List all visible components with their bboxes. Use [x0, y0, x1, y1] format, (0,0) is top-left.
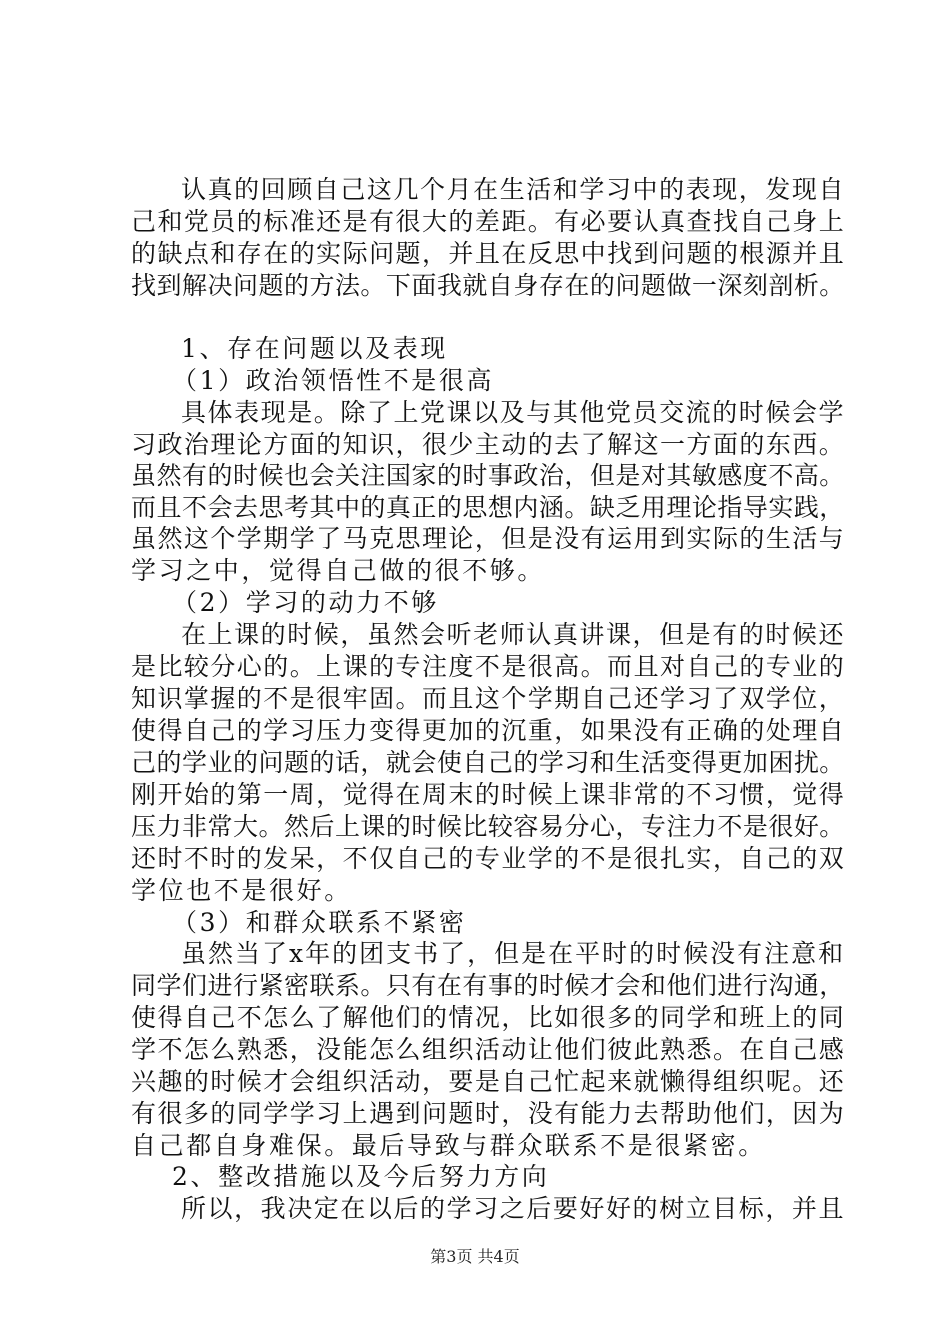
paragraph-line: 学不怎么熟悉，没能怎么组织活动让他们彼此熟悉。在自己感 — [131, 1035, 846, 1064]
paragraph-line: 己的学业的问题的话，就会使自己的学习和生活变得更加困扰。 — [131, 748, 845, 777]
paragraph-line: 学位也不是很好。 — [131, 876, 352, 905]
paragraph-line: 的缺点和存在的实际问题，并且在反思中找到问题的根源并且 — [131, 239, 846, 268]
paragraph-line: 还时不时的发呆，不仅自己的专业学的不是很扎实，自己的双 — [131, 844, 846, 873]
paragraph-line: 找到解决问题的方法。下面我就自身存在的问题做一深刻剖析。 — [131, 271, 845, 300]
paragraph-line: 是比较分心的。上课的专注度不是很高。而且对自己的专业的 — [131, 652, 846, 681]
subsection-heading: （3）和群众联系不紧密 — [172, 908, 467, 937]
paragraph-line: 认真的回顾自己这几个月在生活和学习中的表现，发现自 — [181, 175, 846, 204]
paragraph-line: 同学们进行紧密联系。只有在有事的时候才会和他们进行沟通， — [131, 971, 845, 1000]
paragraph-line: 习政治理论方面的知识，很少主动的去了解这一方面的东西。 — [131, 430, 846, 459]
subsection-heading: （1）政治领悟性不是很高 — [172, 366, 495, 395]
paragraph-line: 使得自己不怎么了解他们的情况，比如很多的同学和班上的同 — [131, 1003, 846, 1032]
paragraph-line: 在上课的时候，虽然会听老师认真讲课，但是有的时候还 — [181, 620, 846, 649]
page-footer: 第3页 共4页 — [430, 1247, 520, 1266]
paragraph-line: 具体表现是。除了上党课以及与其他党员交流的时候会学 — [181, 398, 846, 427]
paragraph-line: 所以，我决定在以后的学习之后要好好的树立目标，并且 — [181, 1194, 846, 1223]
section-heading: 1、存在问题以及表现 — [181, 334, 448, 363]
paragraph-line: 己和党员的标准还是有很大的差距。有必要认真查找自己身上 — [131, 207, 846, 236]
paragraph-line: 兴趣的时候才会组织活动，要是自己忙起来就懒得组织呢。还 — [131, 1067, 846, 1096]
paragraph-line: 自己都自身难保。最后导致与群众联系不是很紧密。 — [131, 1131, 766, 1160]
paragraph-line: 而且不会去思考其中的真正的思想内涵。缺乏用理论指导实践， — [131, 493, 845, 522]
paragraph-line: 虽然有的时候也会关注国家的时事政治，但是对其敏感度不高。 — [131, 461, 845, 490]
subsection-heading: （2）学习的动力不够 — [172, 588, 439, 617]
paragraph-line: 刚开始的第一周，觉得在周末的时候上课非常的不习惯，觉得 — [131, 780, 846, 809]
section-heading: 2、整改措施以及今后努力方向 — [172, 1162, 550, 1191]
paragraph-line: 压力非常大。然后上课的时候比较容易分心，专注力不是很好。 — [131, 812, 845, 841]
paragraph-line: 使得自己的学习压力变得更加的沉重，如果没有正确的处理自 — [131, 716, 846, 745]
paragraph-line: 有很多的同学学习上遇到问题时，没有能力去帮助他们，因为 — [131, 1099, 846, 1128]
paragraph-line: 知识掌握的不是很牢固。而且这个学期自己还学习了双学位， — [131, 684, 846, 713]
paragraph-line: 虽然当了x年的团支书了，但是在平时的时候没有注意和 — [181, 939, 846, 968]
paragraph-line: 学习之中，觉得自己做的很不够。 — [131, 556, 546, 585]
paragraph-line: 虽然这个学期学了马克思理论，但是没有运用到实际的生活与 — [131, 524, 846, 553]
